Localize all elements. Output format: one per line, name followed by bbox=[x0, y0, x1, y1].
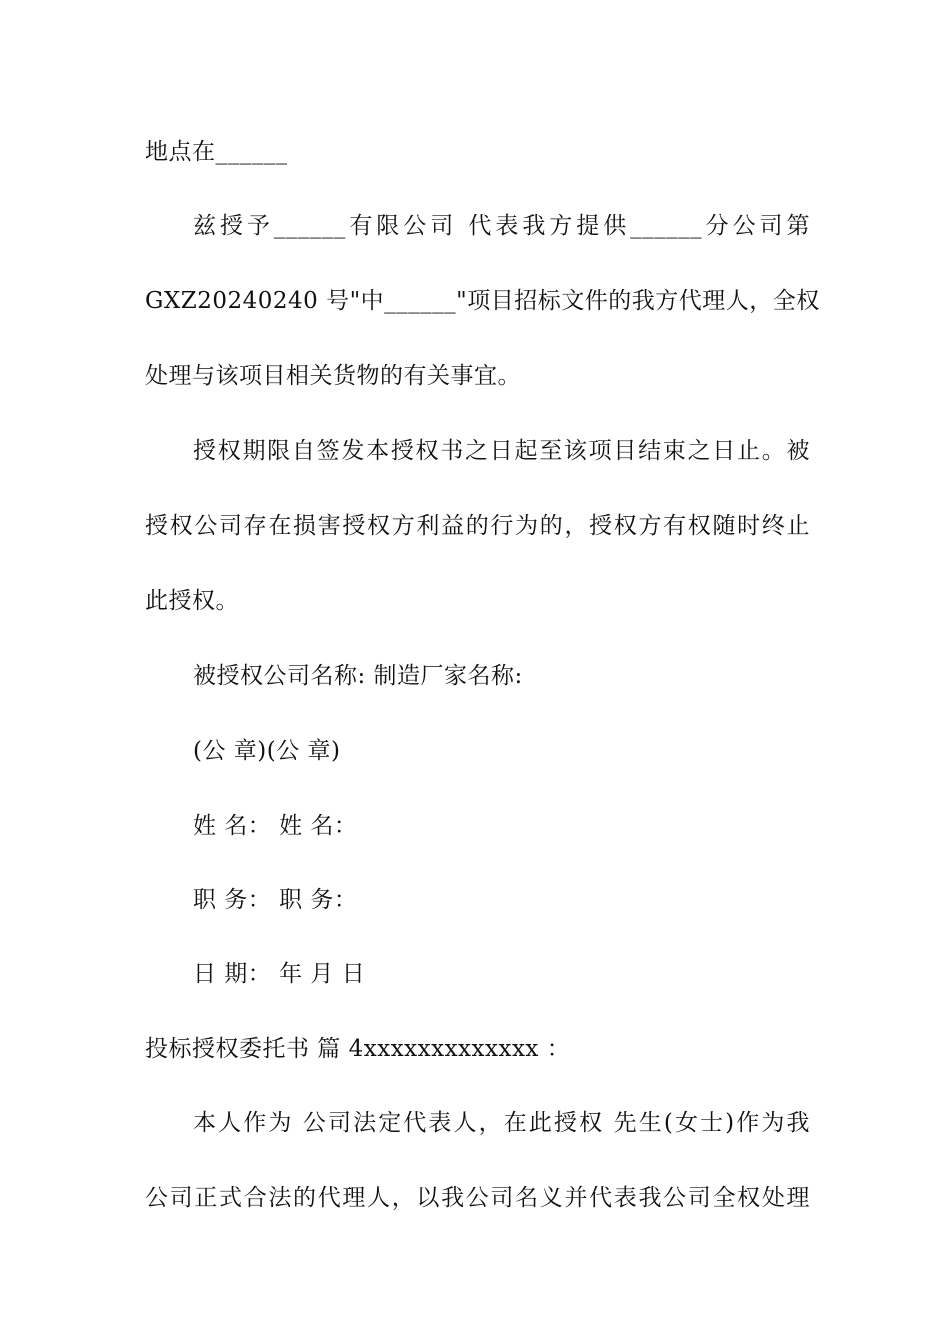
location-line: 地点在______ bbox=[145, 139, 288, 165]
name-line: 姓 名： 姓 名： bbox=[193, 813, 358, 839]
term-paragraph-line-1: 授权期限自签发本授权书之日起至该项目结束之日止。被 bbox=[193, 438, 810, 464]
seal-line: (公 章)(公 章) bbox=[193, 738, 341, 764]
delegation-paragraph-line-1: 本人作为 公司法定代表人，在此授权 先生(女士)作为我 bbox=[193, 1110, 810, 1136]
authorization-paragraph-line-2: GXZ20240240 号"中______"项目招标文件的我方代理人，全权 bbox=[145, 288, 820, 314]
authorization-paragraph-line-3: 处理与该项目相关货物的有关事宜。 bbox=[145, 363, 521, 389]
position-line: 职 务： 职 务： bbox=[193, 887, 358, 913]
delegation-paragraph-line-2: 公司正式合法的代理人，以我公司名义并代表我公司全权处理 bbox=[145, 1185, 810, 1211]
term-paragraph-line-3: 此授权。 bbox=[145, 588, 239, 614]
company-names-line: 被授权公司名称: 制造厂家名称: bbox=[193, 663, 523, 689]
section-heading: 投标授权委托书 篇 4xxxxxxxxxxxxx ： bbox=[145, 1036, 571, 1062]
date-line: 日 期： 年 月 日 bbox=[193, 961, 366, 987]
authorization-paragraph-line-1: 兹授予______有限公司 代表我方提供______分公司第 bbox=[193, 213, 810, 239]
term-paragraph-line-2: 授权公司存在损害授权方利益的行为的，授权方有权随时终止 bbox=[145, 513, 810, 539]
